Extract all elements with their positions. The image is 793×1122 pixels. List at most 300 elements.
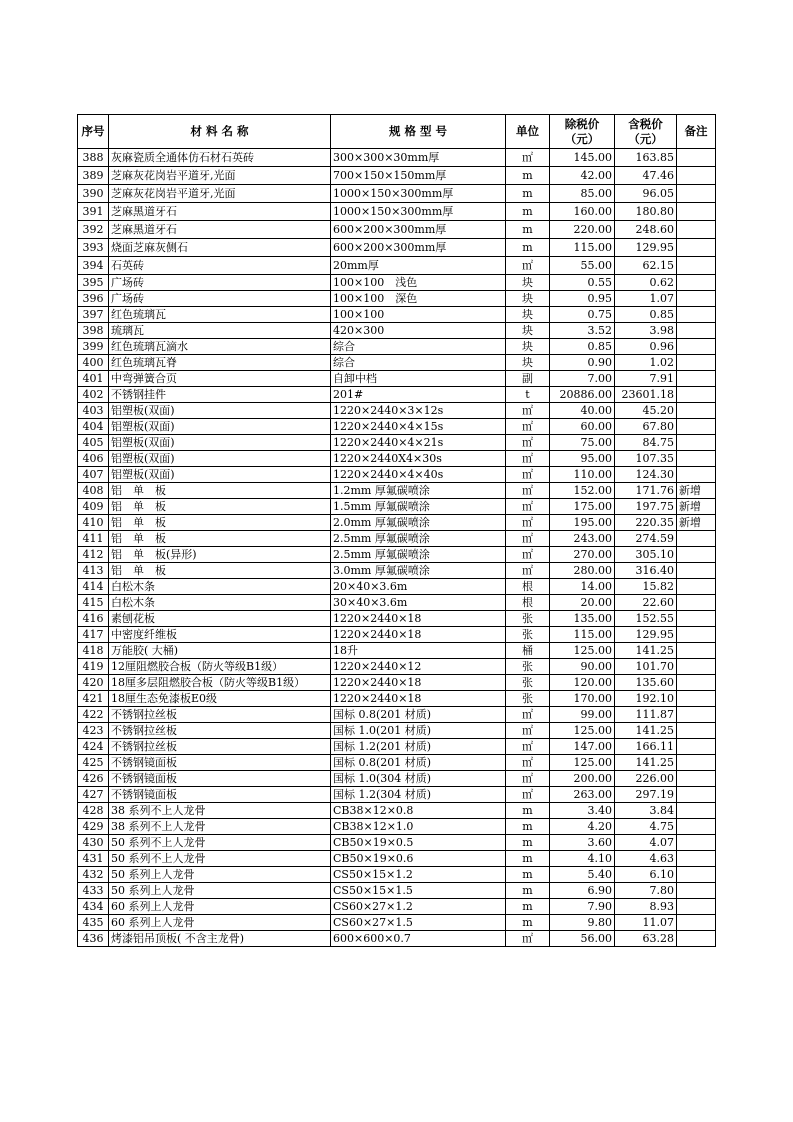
row-number-cell: 409 bbox=[78, 499, 109, 515]
row-number-cell: 436 bbox=[78, 931, 109, 947]
spec-model-cell: 100×100 bbox=[331, 307, 506, 323]
material-name-cell: 万能胶( 大桶) bbox=[109, 643, 331, 659]
material-name-cell: 铝 单 板 bbox=[109, 563, 331, 579]
table-row bbox=[78, 419, 716, 435]
note-cell bbox=[677, 451, 716, 467]
row-number-cell: 394 bbox=[78, 257, 109, 275]
row-number-cell: 396 bbox=[78, 291, 109, 307]
spec-model-cell: 1220×2440X4×30s bbox=[331, 451, 506, 467]
material-price-table bbox=[77, 114, 716, 947]
material-name-cell: 红色琉璃瓦 bbox=[109, 307, 331, 323]
price-inc-tax-cell: 197.75 bbox=[615, 499, 677, 515]
row-number-cell: 432 bbox=[78, 867, 109, 883]
spec-model-cell: CB38×12×1.0 bbox=[331, 819, 506, 835]
note-cell bbox=[677, 387, 716, 403]
price-ex-tax-cell: 0.55 bbox=[550, 275, 615, 291]
table-row bbox=[78, 291, 716, 307]
table-row bbox=[78, 387, 716, 403]
table-row bbox=[78, 691, 716, 707]
header-price-ex-tax: 除税价 （元） bbox=[550, 115, 615, 149]
material-name-cell: 烤漆铝吊顶板( 不含主龙骨) bbox=[109, 931, 331, 947]
row-number-cell: 391 bbox=[78, 203, 109, 221]
spec-model-cell: CS60×27×1.5 bbox=[331, 915, 506, 931]
material-name-cell: 广场砖 bbox=[109, 275, 331, 291]
unit-cell: ㎡ bbox=[506, 419, 550, 435]
unit-cell: 根 bbox=[506, 579, 550, 595]
table-row bbox=[78, 819, 716, 835]
price-inc-tax-cell: 8.93 bbox=[615, 899, 677, 915]
spec-model-cell: 2.0mm 厚氟碳喷涂 bbox=[331, 515, 506, 531]
spec-model-cell: 国标 1.0(304 材质) bbox=[331, 771, 506, 787]
price-inc-tax-cell: 129.95 bbox=[615, 239, 677, 257]
table-row bbox=[78, 203, 716, 221]
table-row bbox=[78, 803, 716, 819]
note-cell bbox=[677, 239, 716, 257]
price-inc-tax-cell: 107.35 bbox=[615, 451, 677, 467]
table-row bbox=[78, 675, 716, 691]
note-cell bbox=[677, 675, 716, 691]
note-cell bbox=[677, 257, 716, 275]
unit-cell: m bbox=[506, 239, 550, 257]
note-cell bbox=[677, 835, 716, 851]
table-row bbox=[78, 257, 716, 275]
material-name-cell: 中弯弹簧合页 bbox=[109, 371, 331, 387]
spec-model-cell: 1220×2440×4×21s bbox=[331, 435, 506, 451]
price-ex-tax-cell: 0.90 bbox=[550, 355, 615, 371]
spec-model-cell: 3.0mm 厚氟碳喷涂 bbox=[331, 563, 506, 579]
table-row bbox=[78, 515, 716, 531]
table-row bbox=[78, 867, 716, 883]
material-name-cell: 烧面芝麻灰侧石 bbox=[109, 239, 331, 257]
price-inc-tax-cell: 141.25 bbox=[615, 755, 677, 771]
spec-model-cell: 1.5mm 厚氟碳喷涂 bbox=[331, 499, 506, 515]
table-row bbox=[78, 851, 716, 867]
row-number-cell: 405 bbox=[78, 435, 109, 451]
price-ex-tax-cell: 125.00 bbox=[550, 643, 615, 659]
material-name-cell: 芝麻灰花岗岩平道牙,光面 bbox=[109, 185, 331, 203]
row-number-cell: 403 bbox=[78, 403, 109, 419]
unit-cell: 张 bbox=[506, 691, 550, 707]
table-row bbox=[78, 611, 716, 627]
row-number-cell: 420 bbox=[78, 675, 109, 691]
unit-cell: 张 bbox=[506, 659, 550, 675]
price-inc-tax-cell: 4.07 bbox=[615, 835, 677, 851]
spec-model-cell: 1220×2440×4×40s bbox=[331, 467, 506, 483]
row-number-cell: 427 bbox=[78, 787, 109, 803]
note-cell bbox=[677, 611, 716, 627]
table-row bbox=[78, 167, 716, 185]
spec-model-cell: CB38×12×0.8 bbox=[331, 803, 506, 819]
row-number-cell: 400 bbox=[78, 355, 109, 371]
material-name-cell: 红色琉璃瓦滴水 bbox=[109, 339, 331, 355]
material-name-cell: 50 系列不上人龙骨 bbox=[109, 835, 331, 851]
unit-cell: ㎡ bbox=[506, 467, 550, 483]
material-name-cell: 18厘生态免漆板E0级 bbox=[109, 691, 331, 707]
price-ex-tax-cell: 160.00 bbox=[550, 203, 615, 221]
note-cell bbox=[677, 755, 716, 771]
table-row bbox=[78, 467, 716, 483]
note-cell bbox=[677, 851, 716, 867]
material-name-cell: 不锈钢镜面板 bbox=[109, 755, 331, 771]
row-number-cell: 404 bbox=[78, 419, 109, 435]
unit-cell: ㎡ bbox=[506, 435, 550, 451]
spec-model-cell: 1000×150×300mm厚 bbox=[331, 185, 506, 203]
table-row bbox=[78, 915, 716, 931]
note-cell bbox=[677, 371, 716, 387]
note-cell bbox=[677, 803, 716, 819]
row-number-cell: 411 bbox=[78, 531, 109, 547]
unit-cell: ㎡ bbox=[506, 563, 550, 579]
price-inc-tax-cell: 63.28 bbox=[615, 931, 677, 947]
price-inc-tax-cell: 297.19 bbox=[615, 787, 677, 803]
spec-model-cell: CB50×19×0.6 bbox=[331, 851, 506, 867]
unit-cell: 桶 bbox=[506, 643, 550, 659]
price-inc-tax-cell: 226.00 bbox=[615, 771, 677, 787]
table-row bbox=[78, 563, 716, 579]
price-ex-tax-cell: 5.40 bbox=[550, 867, 615, 883]
row-number-cell: 417 bbox=[78, 627, 109, 643]
unit-cell: ㎡ bbox=[506, 931, 550, 947]
unit-cell: ㎡ bbox=[506, 787, 550, 803]
table-row bbox=[78, 239, 716, 257]
spec-model-cell: 700×150×150mm厚 bbox=[331, 167, 506, 185]
spec-model-cell: 1220×2440×18 bbox=[331, 627, 506, 643]
material-name-cell: 红色琉璃瓦脊 bbox=[109, 355, 331, 371]
note-cell bbox=[677, 355, 716, 371]
price-inc-tax-cell: 171.76 bbox=[615, 483, 677, 499]
unit-cell: m bbox=[506, 851, 550, 867]
material-name-cell: 38 系列不上人龙骨 bbox=[109, 819, 331, 835]
note-cell bbox=[677, 467, 716, 483]
row-number-cell: 435 bbox=[78, 915, 109, 931]
price-inc-tax-cell: 166.11 bbox=[615, 739, 677, 755]
price-inc-tax-cell: 84.75 bbox=[615, 435, 677, 451]
spec-model-cell: 国标 1.2(304 材质) bbox=[331, 787, 506, 803]
price-inc-tax-cell: 7.80 bbox=[615, 883, 677, 899]
price-ex-tax-cell: 3.52 bbox=[550, 323, 615, 339]
table-row bbox=[78, 739, 716, 755]
table-body bbox=[78, 149, 716, 947]
note-cell bbox=[677, 627, 716, 643]
note-cell bbox=[677, 787, 716, 803]
unit-cell: ㎡ bbox=[506, 515, 550, 531]
unit-cell: ㎡ bbox=[506, 723, 550, 739]
note-cell bbox=[677, 185, 716, 203]
note-cell bbox=[677, 883, 716, 899]
table-row bbox=[78, 723, 716, 739]
row-number-cell: 389 bbox=[78, 167, 109, 185]
table-row bbox=[78, 185, 716, 203]
note-cell bbox=[677, 323, 716, 339]
price-inc-tax-cell: 4.63 bbox=[615, 851, 677, 867]
price-ex-tax-cell: 175.00 bbox=[550, 499, 615, 515]
unit-cell: m bbox=[506, 803, 550, 819]
price-ex-tax-cell: 9.80 bbox=[550, 915, 615, 931]
table-row bbox=[78, 755, 716, 771]
material-name-cell: 50 系列不上人龙骨 bbox=[109, 851, 331, 867]
table-row bbox=[78, 483, 716, 499]
material-name-cell: 铝塑板(双面) bbox=[109, 435, 331, 451]
unit-cell: m bbox=[506, 915, 550, 931]
unit-cell: 张 bbox=[506, 611, 550, 627]
price-ex-tax-cell: 0.75 bbox=[550, 307, 615, 323]
price-inc-tax-cell: 3.84 bbox=[615, 803, 677, 819]
row-number-cell: 430 bbox=[78, 835, 109, 851]
price-inc-tax-cell: 7.91 bbox=[615, 371, 677, 387]
price-inc-tax-cell: 135.60 bbox=[615, 675, 677, 691]
row-number-cell: 423 bbox=[78, 723, 109, 739]
price-ex-tax-cell: 55.00 bbox=[550, 257, 615, 275]
spec-model-cell: 20×40×3.6m bbox=[331, 579, 506, 595]
price-ex-tax-cell: 170.00 bbox=[550, 691, 615, 707]
row-number-cell: 401 bbox=[78, 371, 109, 387]
price-inc-tax-cell: 22.60 bbox=[615, 595, 677, 611]
spec-model-cell: 2.5mm 厚氟碳喷涂 bbox=[331, 547, 506, 563]
row-number-cell: 397 bbox=[78, 307, 109, 323]
spec-model-cell: 国标 1.2(201 材质) bbox=[331, 739, 506, 755]
price-ex-tax-cell: 145.00 bbox=[550, 149, 615, 167]
unit-cell: ㎡ bbox=[506, 771, 550, 787]
price-ex-tax-cell: 0.85 bbox=[550, 339, 615, 355]
price-inc-tax-cell: 141.25 bbox=[615, 643, 677, 659]
spec-model-cell: 18升 bbox=[331, 643, 506, 659]
table-row bbox=[78, 371, 716, 387]
note-cell bbox=[677, 291, 716, 307]
row-number-cell: 398 bbox=[78, 323, 109, 339]
table-row bbox=[78, 531, 716, 547]
spec-model-cell: 600×200×300mm厚 bbox=[331, 221, 506, 239]
material-name-cell: 不锈钢挂件 bbox=[109, 387, 331, 403]
unit-cell: m bbox=[506, 185, 550, 203]
unit-cell: m bbox=[506, 221, 550, 239]
table-row bbox=[78, 899, 716, 915]
header-price-inc-tax: 含税价 （元） bbox=[615, 115, 677, 149]
row-number-cell: 388 bbox=[78, 149, 109, 167]
price-inc-tax-cell: 163.85 bbox=[615, 149, 677, 167]
row-number-cell: 418 bbox=[78, 643, 109, 659]
note-cell bbox=[677, 915, 716, 931]
price-ex-tax-cell: 4.20 bbox=[550, 819, 615, 835]
note-cell bbox=[677, 579, 716, 595]
note-cell bbox=[677, 419, 716, 435]
unit-cell: ㎡ bbox=[506, 547, 550, 563]
row-number-cell: 413 bbox=[78, 563, 109, 579]
spec-model-cell: 600×600×0.7 bbox=[331, 931, 506, 947]
note-cell bbox=[677, 723, 716, 739]
material-name-cell: 铝塑板(双面) bbox=[109, 403, 331, 419]
spec-model-cell: 1220×2440×12 bbox=[331, 659, 506, 675]
unit-cell: ㎡ bbox=[506, 739, 550, 755]
unit-cell: 块 bbox=[506, 291, 550, 307]
price-inc-tax-cell: 101.70 bbox=[615, 659, 677, 675]
price-ex-tax-cell: 243.00 bbox=[550, 531, 615, 547]
row-number-cell: 412 bbox=[78, 547, 109, 563]
material-name-cell: 石英砖 bbox=[109, 257, 331, 275]
note-cell bbox=[677, 547, 716, 563]
price-inc-tax-cell: 274.59 bbox=[615, 531, 677, 547]
table-row bbox=[78, 627, 716, 643]
table-row bbox=[78, 499, 716, 515]
row-number-cell: 392 bbox=[78, 221, 109, 239]
price-inc-tax-cell: 305.10 bbox=[615, 547, 677, 563]
spec-model-cell: 1000×150×300mm厚 bbox=[331, 203, 506, 221]
price-inc-tax-cell: 15.82 bbox=[615, 579, 677, 595]
note-cell bbox=[677, 531, 716, 547]
note-cell bbox=[677, 643, 716, 659]
price-ex-tax-cell: 7.00 bbox=[550, 371, 615, 387]
price-ex-tax-cell: 0.95 bbox=[550, 291, 615, 307]
material-name-cell: 灰麻瓷质全通体仿石材石英砖 bbox=[109, 149, 331, 167]
row-number-cell: 416 bbox=[78, 611, 109, 627]
spec-model-cell: 2.5mm 厚氟碳喷涂 bbox=[331, 531, 506, 547]
price-inc-tax-cell: 45.20 bbox=[615, 403, 677, 419]
material-name-cell: 60 系列上人龙骨 bbox=[109, 899, 331, 915]
unit-cell: 根 bbox=[506, 595, 550, 611]
header-note: 备注 bbox=[677, 115, 716, 149]
spec-model-cell: 1220×2440×3×12s bbox=[331, 403, 506, 419]
note-cell bbox=[677, 563, 716, 579]
table-row bbox=[78, 149, 716, 167]
spec-model-cell: 国标 0.8(201 材质) bbox=[331, 707, 506, 723]
row-number-cell: 407 bbox=[78, 467, 109, 483]
unit-cell: ㎡ bbox=[506, 451, 550, 467]
material-name-cell: 铝塑板(双面) bbox=[109, 451, 331, 467]
price-table-container bbox=[77, 114, 716, 947]
price-ex-tax-cell: 75.00 bbox=[550, 435, 615, 451]
unit-cell: ㎡ bbox=[506, 531, 550, 547]
material-name-cell: 铝 单 板 bbox=[109, 531, 331, 547]
spec-model-cell: 600×200×300mm厚 bbox=[331, 239, 506, 257]
price-inc-tax-cell: 0.96 bbox=[615, 339, 677, 355]
price-inc-tax-cell: 11.07 bbox=[615, 915, 677, 931]
price-ex-tax-cell: 85.00 bbox=[550, 185, 615, 203]
price-inc-tax-cell: 67.80 bbox=[615, 419, 677, 435]
table-row bbox=[78, 835, 716, 851]
table-row bbox=[78, 275, 716, 291]
unit-cell: ㎡ bbox=[506, 755, 550, 771]
note-cell bbox=[677, 867, 716, 883]
material-name-cell: 不锈钢拉丝板 bbox=[109, 707, 331, 723]
price-inc-tax-cell: 6.10 bbox=[615, 867, 677, 883]
row-number-cell: 425 bbox=[78, 755, 109, 771]
unit-cell: m bbox=[506, 867, 550, 883]
price-inc-tax-cell: 0.85 bbox=[615, 307, 677, 323]
material-name-cell: 中密度纤维板 bbox=[109, 627, 331, 643]
note-cell bbox=[677, 595, 716, 611]
note-cell bbox=[677, 307, 716, 323]
spec-model-cell: 综合 bbox=[331, 339, 506, 355]
table-row bbox=[78, 451, 716, 467]
note-cell bbox=[677, 931, 716, 947]
price-inc-tax-cell: 4.75 bbox=[615, 819, 677, 835]
note-cell bbox=[677, 771, 716, 787]
row-number-cell: 393 bbox=[78, 239, 109, 257]
row-number-cell: 399 bbox=[78, 339, 109, 355]
unit-cell: ㎡ bbox=[506, 149, 550, 167]
unit-cell: m bbox=[506, 167, 550, 185]
material-name-cell: 芝麻黑道牙石 bbox=[109, 203, 331, 221]
price-ex-tax-cell: 263.00 bbox=[550, 787, 615, 803]
spec-model-cell: 自卸中档 bbox=[331, 371, 506, 387]
note-cell bbox=[677, 339, 716, 355]
table-row bbox=[78, 595, 716, 611]
price-inc-tax-cell: 0.62 bbox=[615, 275, 677, 291]
price-ex-tax-cell: 20886.00 bbox=[550, 387, 615, 403]
table-row bbox=[78, 435, 716, 451]
unit-cell: ㎡ bbox=[506, 483, 550, 499]
unit-cell: 张 bbox=[506, 675, 550, 691]
spec-model-cell: 1.2mm 厚氟碳喷涂 bbox=[331, 483, 506, 499]
material-name-cell: 广场砖 bbox=[109, 291, 331, 307]
price-inc-tax-cell: 316.40 bbox=[615, 563, 677, 579]
table-row bbox=[78, 339, 716, 355]
note-cell bbox=[677, 221, 716, 239]
header-row bbox=[78, 115, 716, 149]
row-number-cell: 408 bbox=[78, 483, 109, 499]
material-name-cell: 12厘阻燃胶合板（防火等级B1级） bbox=[109, 659, 331, 675]
price-ex-tax-cell: 20.00 bbox=[550, 595, 615, 611]
table-row bbox=[78, 931, 716, 947]
unit-cell: ㎡ bbox=[506, 403, 550, 419]
note-cell bbox=[677, 659, 716, 675]
price-inc-tax-cell: 124.30 bbox=[615, 467, 677, 483]
price-inc-tax-cell: 141.25 bbox=[615, 723, 677, 739]
price-ex-tax-cell: 110.00 bbox=[550, 467, 615, 483]
price-ex-tax-cell: 270.00 bbox=[550, 547, 615, 563]
price-inc-tax-cell: 47.46 bbox=[615, 167, 677, 185]
unit-cell: t bbox=[506, 387, 550, 403]
price-ex-tax-cell: 195.00 bbox=[550, 515, 615, 531]
row-number-cell: 395 bbox=[78, 275, 109, 291]
note-cell bbox=[677, 275, 716, 291]
table-row bbox=[78, 643, 716, 659]
unit-cell: ㎡ bbox=[506, 499, 550, 515]
material-name-cell: 铝 单 板 bbox=[109, 483, 331, 499]
row-number-cell: 390 bbox=[78, 185, 109, 203]
table-row bbox=[78, 403, 716, 419]
spec-model-cell: 国标 1.0(201 材质) bbox=[331, 723, 506, 739]
price-ex-tax-cell: 280.00 bbox=[550, 563, 615, 579]
material-name-cell: 铝 单 板 bbox=[109, 515, 331, 531]
material-name-cell: 素刨花板 bbox=[109, 611, 331, 627]
header-unit: 单位 bbox=[506, 115, 550, 149]
material-name-cell: 铝塑板(双面) bbox=[109, 467, 331, 483]
row-number-cell: 406 bbox=[78, 451, 109, 467]
row-number-cell: 428 bbox=[78, 803, 109, 819]
row-number-cell: 402 bbox=[78, 387, 109, 403]
price-ex-tax-cell: 115.00 bbox=[550, 627, 615, 643]
material-name-cell: 38 系列不上人龙骨 bbox=[109, 803, 331, 819]
note-cell bbox=[677, 707, 716, 723]
table-row bbox=[78, 707, 716, 723]
material-name-cell: 芝麻灰花岗岩平道牙,光面 bbox=[109, 167, 331, 185]
table-row bbox=[78, 579, 716, 595]
price-inc-tax-cell: 180.80 bbox=[615, 203, 677, 221]
spec-model-cell: 420×300 bbox=[331, 323, 506, 339]
price-ex-tax-cell: 95.00 bbox=[550, 451, 615, 467]
material-name-cell: 琉璃瓦 bbox=[109, 323, 331, 339]
price-ex-tax-cell: 42.00 bbox=[550, 167, 615, 185]
header-name: 材 料 名 称 bbox=[109, 115, 331, 149]
price-ex-tax-cell: 125.00 bbox=[550, 723, 615, 739]
price-inc-tax-cell: 23601.18 bbox=[615, 387, 677, 403]
note-cell bbox=[677, 899, 716, 915]
price-ex-tax-cell: 40.00 bbox=[550, 403, 615, 419]
material-name-cell: 不锈钢镜面板 bbox=[109, 771, 331, 787]
price-ex-tax-cell: 135.00 bbox=[550, 611, 615, 627]
material-name-cell: 白松木条 bbox=[109, 595, 331, 611]
unit-cell: 副 bbox=[506, 371, 550, 387]
